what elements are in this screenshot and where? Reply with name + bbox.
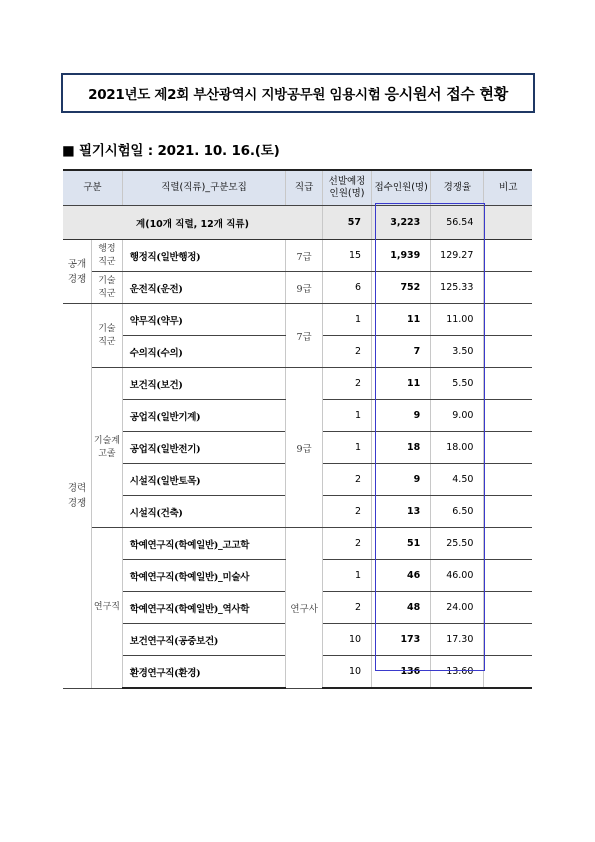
group-admin: 행정 직군 <box>92 240 123 272</box>
planned-cell: 1 <box>323 400 372 432</box>
total-planned: 57 <box>323 206 372 240</box>
planned-cell: 10 <box>323 624 372 656</box>
grade-cell: 7급 <box>286 240 323 272</box>
remarks-cell <box>484 272 532 304</box>
position-name: 운전직(운전) <box>122 272 285 304</box>
position-name: 학예연구직(학예일반)_역사학 <box>122 592 285 624</box>
position-name: 수의직(수의) <box>122 336 285 368</box>
applicants-cell: 18 <box>372 432 431 464</box>
grade-cell: 9급 <box>286 272 323 304</box>
position-name: 학예연구직(학예일반)_미술사 <box>122 560 285 592</box>
total-remarks <box>484 206 532 240</box>
planned-cell: 10 <box>323 656 372 689</box>
position-name: 행정직(일반행정) <box>122 240 285 272</box>
group-career: 경력 경쟁 <box>63 304 92 689</box>
remarks-cell <box>484 496 532 528</box>
planned-cell: 6 <box>323 272 372 304</box>
position-name: 환경연구직(환경) <box>122 656 285 689</box>
table-row <box>63 304 532 336</box>
header-applicants: 접수인원(명) <box>372 170 431 206</box>
group-research: 연구직 <box>92 528 123 689</box>
ratio-cell: 25.50 <box>431 528 484 560</box>
header-ratio: 경쟁율 <box>431 170 484 206</box>
applicants-cell: 7 <box>372 336 431 368</box>
ratio-cell: 6.50 <box>431 496 484 528</box>
ratio-cell: 3.50 <box>431 336 484 368</box>
remarks-cell <box>484 528 532 560</box>
planned-cell: 2 <box>323 368 372 400</box>
applicants-cell: 11 <box>372 368 431 400</box>
total-label: 계(10개 직렬, 12개 직류) <box>63 206 323 240</box>
header-category: 구분 <box>63 170 122 206</box>
table-row <box>63 528 532 560</box>
header-remarks: 비고 <box>484 170 532 206</box>
ratio-cell: 125.33 <box>431 272 484 304</box>
position-name: 보건연구직(공중보건) <box>122 624 285 656</box>
remarks-cell <box>484 464 532 496</box>
planned-cell: 2 <box>323 464 372 496</box>
applicants-cell: 752 <box>372 272 431 304</box>
applicants-cell: 51 <box>372 528 431 560</box>
planned-cell: 2 <box>323 528 372 560</box>
table-row <box>63 240 532 272</box>
ratio-cell: 129.27 <box>431 240 484 272</box>
remarks-cell <box>484 240 532 272</box>
group-tech: 기술 직군 <box>92 272 123 304</box>
planned-cell: 2 <box>323 336 372 368</box>
remarks-cell <box>484 304 532 336</box>
planned-cell: 2 <box>323 592 372 624</box>
ratio-cell: 11.00 <box>431 304 484 336</box>
planned-cell: 2 <box>323 496 372 528</box>
ratio-cell: 17.30 <box>431 624 484 656</box>
document-title <box>61 73 535 113</box>
title-prefix: 2021년도 제2회 부산광역시 지방공무원 임용시험 <box>88 87 381 103</box>
remarks-cell <box>484 336 532 368</box>
remarks-cell <box>484 624 532 656</box>
table-header-row <box>63 170 532 206</box>
planned-cell: 15 <box>323 240 372 272</box>
application-status-table <box>63 169 532 689</box>
planned-cell: 1 <box>323 432 372 464</box>
group-tech2: 기술 직군 <box>92 304 123 368</box>
planned-cell: 1 <box>323 560 372 592</box>
position-name: 공업직(일반기계) <box>122 400 285 432</box>
applicants-cell: 11 <box>372 304 431 336</box>
grade-cell: 7급 <box>286 304 323 368</box>
table-row <box>63 272 532 304</box>
ratio-cell: 46.00 <box>431 560 484 592</box>
remarks-cell <box>484 656 532 689</box>
position-name: 학예연구직(학예일반)_고고학 <box>122 528 285 560</box>
total-applicants: 3,223 <box>372 206 431 240</box>
position-name: 약무직(약무) <box>122 304 285 336</box>
ratio-cell: 5.50 <box>431 368 484 400</box>
total-row <box>63 206 532 240</box>
remarks-cell <box>484 432 532 464</box>
applicants-cell: 9 <box>372 400 431 432</box>
position-name: 시설직(일반토목) <box>122 464 285 496</box>
remarks-cell <box>484 560 532 592</box>
header-planned: 선발예정 인원(명) <box>323 170 372 206</box>
ratio-cell: 24.00 <box>431 592 484 624</box>
remarks-cell <box>484 400 532 432</box>
position-name: 공업직(일반전기) <box>122 432 285 464</box>
header-grade: 직급 <box>286 170 323 206</box>
remarks-cell <box>484 368 532 400</box>
applicants-cell: 136 <box>372 656 431 689</box>
header-position: 직렬(직류)_구분모집 <box>122 170 285 206</box>
grade-cell: 9급 <box>286 368 323 528</box>
title-highlight: 응시원서 접수 현황 <box>384 84 508 103</box>
applicants-cell: 1,939 <box>372 240 431 272</box>
position-name: 보건직(보건) <box>122 368 285 400</box>
ratio-cell: 9.00 <box>431 400 484 432</box>
group-public: 공개 경쟁 <box>63 240 92 304</box>
ratio-cell: 13.60 <box>431 656 484 689</box>
planned-cell: 1 <box>323 304 372 336</box>
remarks-cell <box>484 592 532 624</box>
total-ratio: 56.54 <box>431 206 484 240</box>
applicants-cell: 9 <box>372 464 431 496</box>
exam-date: ■ 필기시험일 : 2021. 10. 16.(토) <box>62 143 280 159</box>
applicants-cell: 46 <box>372 560 431 592</box>
group-tech-hs: 기술계 고졸 <box>92 368 123 528</box>
position-name: 시설직(건축) <box>122 496 285 528</box>
ratio-cell: 18.00 <box>431 432 484 464</box>
applicants-cell: 13 <box>372 496 431 528</box>
grade-cell: 연구사 <box>286 528 323 689</box>
table-row <box>63 368 532 400</box>
ratio-cell: 4.50 <box>431 464 484 496</box>
applicants-cell: 173 <box>372 624 431 656</box>
applicants-cell: 48 <box>372 592 431 624</box>
